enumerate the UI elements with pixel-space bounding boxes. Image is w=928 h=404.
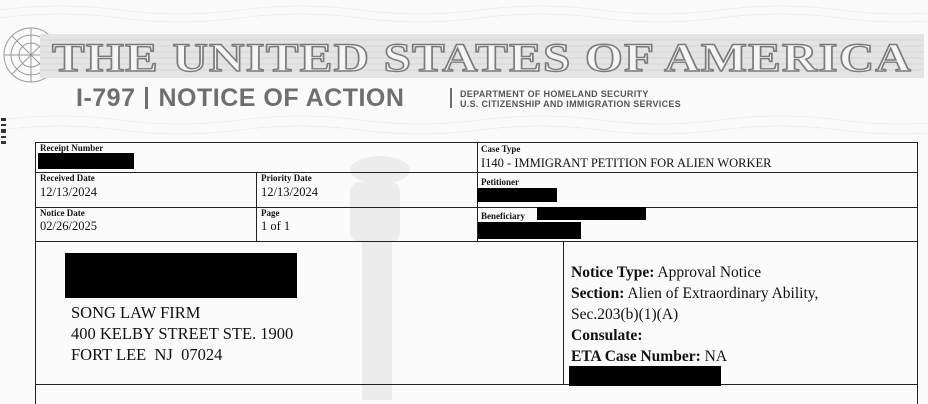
grid-line <box>36 241 918 242</box>
address-line-2: 400 KELBY STREET STE. 1900 <box>71 324 294 343</box>
priority-date-label: Priority Date <box>261 173 312 183</box>
eta-case-number-value: NA <box>704 348 728 365</box>
grid-line <box>477 172 918 173</box>
case-type-value: I140 - IMMIGRANT PETITION FOR ALIEN WORKER <box>481 156 772 170</box>
consulate-label: Consulate: <box>571 327 643 344</box>
page-label: Page <box>261 208 280 218</box>
beneficiary-label: Beneficiary <box>481 211 525 221</box>
grid-line <box>36 384 918 385</box>
agency-line-2: U.S. CITIZENSHIP AND IMMIGRATION SERVICES <box>460 99 681 109</box>
banner-title <box>40 34 924 78</box>
eta-case-number-label: ETA Case Number: <box>571 348 701 365</box>
section-value-continued: Sec.203(b)(1)(A) <box>571 306 679 323</box>
agency-separator <box>450 88 452 108</box>
beneficiary-name-redaction <box>537 207 646 220</box>
beneficiary-extra-redaction <box>478 222 581 239</box>
agency-name <box>460 89 681 109</box>
banner-text: THE UNITED STATES OF AMERICA <box>52 35 912 78</box>
receipt-number-redaction <box>38 153 134 169</box>
notice-type-label: Notice Type: <box>571 264 655 281</box>
grid-line <box>256 172 257 241</box>
notice-type-value: Approval Notice <box>657 264 762 281</box>
form-code: I-797 <box>76 83 136 112</box>
form-name: NOTICE OF ACTION <box>158 83 405 112</box>
page-value: 1 of 1 <box>261 219 291 233</box>
edge-code-mark <box>0 116 8 148</box>
address-line-1: SONG LAW FIRM <box>71 303 201 322</box>
receipt-number-label: Receipt Number <box>40 143 104 153</box>
form-title <box>76 84 404 112</box>
priority-date-value: 12/13/2024 <box>261 185 318 199</box>
addressee-redaction <box>65 253 297 298</box>
address-line-3: FORT LEE NJ 07024 <box>71 345 223 364</box>
notice-date-label: Notice Date <box>40 208 85 218</box>
notice-details-redaction <box>569 366 721 386</box>
petitioner-redaction <box>477 188 557 202</box>
title-separator <box>145 87 148 109</box>
received-date-value: 12/13/2024 <box>40 185 97 199</box>
section-value: Alien of Extraordinary Ability, <box>627 285 819 302</box>
agency-line-1: DEPARTMENT OF HOMELAND SECURITY <box>460 89 649 99</box>
notice-details <box>571 262 818 367</box>
grid-line <box>563 241 564 384</box>
section-label: Section: <box>571 285 625 302</box>
notice-date-value: 02/26/2025 <box>40 219 97 233</box>
case-type-label: Case Type <box>481 144 521 154</box>
mailing-address <box>71 302 293 365</box>
petitioner-label: Petitioner <box>481 177 519 187</box>
received-date-label: Received Date <box>40 173 95 183</box>
